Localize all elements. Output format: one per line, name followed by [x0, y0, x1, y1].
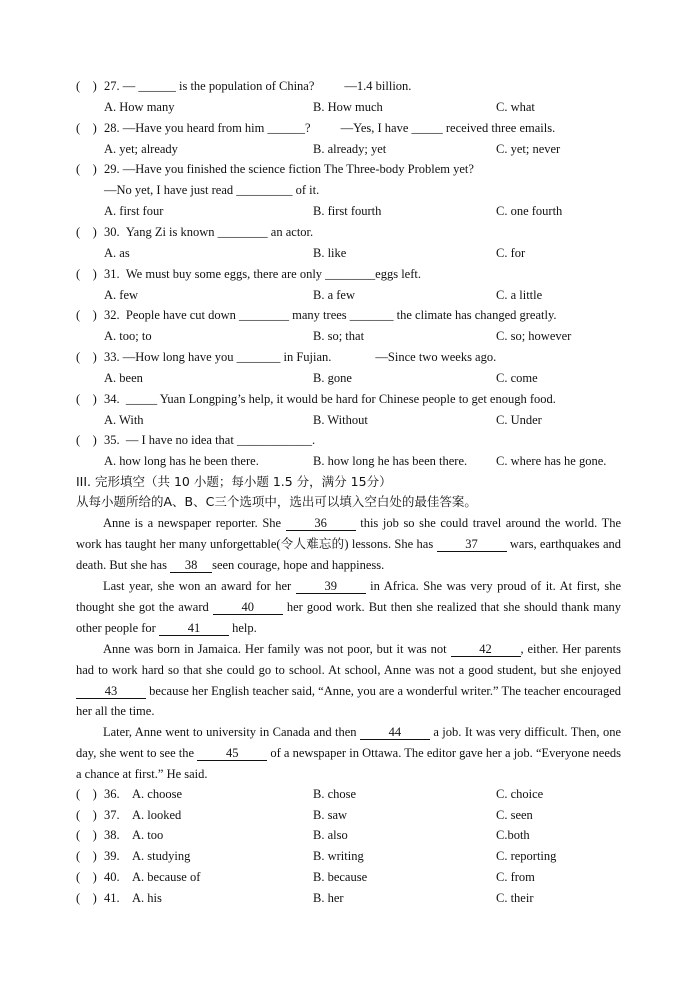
passage-text: in Africa. She was very proud of it. At first, she thought she got the award: [76, 579, 622, 614]
option-a: A. looked: [132, 808, 182, 822]
option-c: C. choice: [496, 787, 544, 801]
blank-40: 40: [213, 601, 283, 615]
question-answer-line: —1.4 billion.: [344, 79, 412, 93]
option-c: C. Under: [496, 413, 542, 427]
passage-text: this job so she could travel around the world. The work has taught her many unforgettable(令人难忘的) lessons. She has: [76, 516, 621, 551]
cloze-question-38: ( ) 38.: [76, 828, 120, 842]
cloze-question-36: ( ) 36.: [76, 787, 120, 801]
passage-text: of a newspaper in Ottawa. The editor gave her a job. “Everyone needs a chance at first.” He said.: [76, 745, 622, 781]
option-a: A. few: [104, 288, 139, 302]
option-c: C. for: [496, 246, 526, 260]
option-a: A. first four: [104, 204, 164, 218]
option-c: C. a little: [496, 288, 543, 302]
question-number: 36: [104, 787, 117, 801]
option-c: C. from: [496, 870, 535, 884]
option-c: C. where has he gone.: [496, 454, 607, 468]
answer-paren: ( ): [76, 433, 97, 447]
question-33: ( ) 33. —How long have you _______ in Fujian. —Since two weeks ago.: [76, 350, 497, 364]
passage-paragraph-3: [76, 639, 621, 722]
option-a: A. because of: [132, 870, 201, 884]
option-b: B. her: [313, 891, 344, 905]
question-34: ( ) 34. _____ Yuan Longping’s help, it would be hard for Chinese people to get enough food.: [76, 392, 556, 406]
section-instruction: 从每小题所给的A、B、C三个选项中，选出可以填入空白处的最佳答案。: [76, 494, 477, 509]
option-c: C. seen: [496, 808, 533, 822]
question-stem: Yang Zi is known ________ an actor.: [125, 225, 314, 239]
blank-36: 36: [286, 517, 356, 531]
answer-paren: ( ): [76, 392, 97, 406]
answer-paren: ( ): [76, 79, 97, 93]
question-answer-line: —Since two weeks ago.: [375, 350, 497, 364]
option-c: C.both: [496, 828, 530, 842]
answer-paren: ( ): [76, 121, 97, 135]
cloze-question-40: ( ) 40.: [76, 870, 120, 884]
passage-text: Anne is a newspaper reporter. She: [103, 516, 286, 530]
option-a: A. How many: [104, 100, 175, 114]
answer-paren: ( ): [76, 267, 97, 281]
option-b: B. Without: [313, 413, 368, 427]
option-c: C. yet; never: [496, 142, 561, 156]
option-a: A. as: [104, 246, 130, 260]
question-31: ( ) 31. We must buy some eggs, there are only ________eggs left.: [76, 267, 421, 281]
answer-paren: ( ): [76, 350, 97, 364]
answer-paren: ( ): [76, 870, 97, 884]
passage-paragraph-1: [76, 513, 621, 575]
passage-text: , either. Her parents had to work hard so that she could go to school. At school, Anne was not a good student, but she enjoyed: [76, 642, 621, 677]
question-number: 30: [104, 225, 117, 239]
blank-39: 39: [296, 580, 366, 594]
cloze-question-41: ( ) 41.: [76, 891, 120, 905]
passage-text: a job. It was very difficult. Then, one day, she went to see the: [76, 725, 621, 760]
answer-paren: ( ): [76, 828, 97, 842]
question-stem: —Have you finished the science fiction The Three-body Problem yet?: [122, 162, 474, 176]
option-c: C. come: [496, 371, 538, 385]
passage-paragraph-4: [76, 722, 621, 784]
passage-text: her good work. But then she realized that she should thank many other people for: [76, 599, 622, 635]
passage-text: because her English teacher said, “Anne, you are a wonderful writer.” The teacher encouraged her all the time.: [76, 683, 621, 719]
question-stem: —How long have you _______ in Fujian.: [122, 350, 332, 364]
question-stem: — ______ is the population of China?: [122, 79, 315, 93]
option-a: A. With: [104, 413, 144, 427]
cloze-question-39: ( ) 39.: [76, 849, 120, 863]
question-number: 38: [104, 828, 117, 842]
option-b: B. writing: [313, 849, 364, 863]
question-number: 31: [104, 267, 117, 281]
option-b: B. a few: [313, 288, 355, 302]
question-30: ( ) 30. Yang Zi is known ________ an actor.: [76, 225, 314, 239]
option-c: C. one fourth: [496, 204, 563, 218]
option-b: B. saw: [313, 808, 348, 822]
question-stem: — I have no idea that ____________.: [125, 433, 316, 447]
blank-44: 44: [360, 726, 430, 740]
question-stem: —Have you heard from him ______?: [122, 121, 311, 135]
blank-41: 41: [159, 622, 229, 636]
option-b: B. chose: [313, 787, 357, 801]
option-b: B. how long he has been there.: [313, 454, 468, 468]
option-a: A. too; to: [104, 329, 152, 343]
option-b: B. like: [313, 246, 347, 260]
question-answer-line: —Yes, I have _____ received three emails.: [340, 121, 556, 135]
question-stem: We must buy some eggs, there are only ________eggs left.: [125, 267, 421, 281]
answer-paren: ( ): [76, 308, 97, 322]
question-35: ( ) 35. — I have no idea that ____________.: [76, 433, 316, 447]
question-stem: _____ Yuan Longping’s help, it would be hard for Chinese people to get enough food.: [125, 392, 556, 406]
answer-paren: ( ): [76, 849, 97, 863]
answer-paren: ( ): [76, 787, 97, 801]
question-28: ( ) 28. —Have you heard from him ______? —Yes, I have _____ received three emails.: [76, 121, 556, 135]
option-b: B. How much: [313, 100, 383, 114]
blank-37: 37: [437, 538, 507, 552]
question-number: 37: [104, 808, 117, 822]
option-b: B. also: [313, 828, 348, 842]
option-a: A. studying: [132, 849, 191, 863]
question-27: ( ) 27. — ______ is the population of China? —1.4 billion.: [76, 79, 412, 93]
option-a: A. yet; already: [104, 142, 178, 156]
option-a: A. been: [104, 371, 143, 385]
option-c: C. their: [496, 891, 534, 905]
question-number: 27: [104, 79, 117, 93]
option-b: B. so; that: [313, 329, 365, 343]
passage-text: seen courage, hope and happiness.: [212, 557, 385, 572]
option-b: B. already; yet: [313, 142, 387, 156]
question-number: 33: [104, 350, 117, 364]
blank-45: 45: [197, 747, 267, 761]
section-title: III. 完形填空（共 10 小题；每小题 1.5 分，满分 15分）: [76, 474, 392, 489]
option-c: C. reporting: [496, 849, 557, 863]
option-a: A. his: [132, 891, 162, 905]
answer-paren: ( ): [76, 162, 97, 176]
question-29: ( ) 29. —Have you finished the science fiction The Three-body Problem yet?: [76, 162, 474, 176]
option-a: A. too: [132, 828, 164, 842]
answer-paren: ( ): [76, 808, 97, 822]
option-a: A. how long has he been there.: [104, 454, 259, 468]
option-c: C. what: [496, 100, 535, 114]
option-a: A. choose: [132, 787, 182, 801]
question-number: 34: [104, 392, 117, 406]
option-b: B. gone: [313, 371, 352, 385]
option-b: B. because: [313, 870, 368, 884]
question-number: 39: [104, 849, 117, 863]
question-number: 41: [104, 891, 117, 905]
blank-42: 42: [451, 643, 521, 657]
option-b: B. first fourth: [313, 204, 382, 218]
answer-paren: ( ): [76, 225, 97, 239]
question-29-line2: —No yet, I have just read _________ of it.: [104, 183, 320, 197]
cloze-question-37: ( ) 37.: [76, 808, 120, 822]
question-32: ( ) 32. People have cut down ________ many trees _______ the climate has changed greatly.: [76, 308, 557, 322]
passage-text: help.: [228, 620, 257, 635]
answer-paren: ( ): [76, 891, 97, 905]
passage-text: wars, earthquakes and death. But she has: [76, 536, 622, 572]
blank-38: 38: [170, 559, 212, 573]
question-number: 35: [104, 433, 117, 447]
passage-text: Last year, she won an award for her: [103, 579, 296, 593]
question-number: 28: [104, 121, 117, 135]
question-number: 40: [104, 870, 117, 884]
passage-text: Later, Anne went to university in Canada and then: [103, 725, 360, 739]
question-stem: People have cut down ________ many trees _______ the climate has changed greatly.: [125, 308, 557, 322]
question-number: 29: [104, 162, 117, 176]
question-number: 32: [104, 308, 117, 322]
passage-paragraph-2: [76, 576, 621, 638]
option-c: C. so; however: [496, 329, 572, 343]
blank-43: 43: [76, 685, 146, 699]
passage-text: Anne was born in Jamaica. Her family was not poor, but it was not: [103, 642, 451, 656]
